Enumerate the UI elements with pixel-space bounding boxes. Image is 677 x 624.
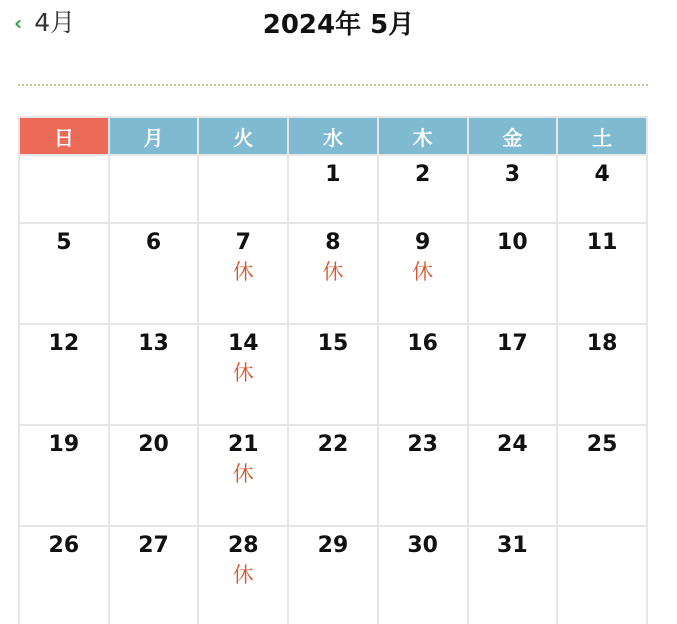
weekday-header-row: [19, 117, 647, 155]
day-cell[interactable]: [557, 155, 647, 223]
day-cell[interactable]: [557, 324, 647, 425]
day-number: 19: [48, 432, 80, 457]
day-number: 3: [504, 162, 521, 187]
weekday-mon: 月: [109, 117, 199, 155]
header-divider: [18, 84, 648, 86]
day-cell[interactable]: [19, 324, 109, 425]
day-number: 7: [235, 230, 251, 255]
day-cell[interactable]: [19, 223, 109, 324]
day-cell[interactable]: [109, 324, 199, 425]
day-number: 23: [407, 432, 438, 457]
week-row: [19, 223, 647, 324]
day-cell[interactable]: [468, 526, 558, 624]
week-row: [19, 425, 647, 526]
empty-day-cell: [109, 155, 199, 223]
week-row: [19, 324, 647, 425]
week-row: [19, 526, 647, 624]
weekday-sun: 日: [19, 117, 109, 155]
calendar-header: [0, 0, 677, 70]
week-row: [19, 155, 647, 223]
day-number: 8: [325, 230, 341, 255]
day-number: 21: [227, 432, 259, 457]
day-number: 18: [586, 331, 618, 356]
day-cell[interactable]: [198, 223, 288, 324]
weekday-thu: 木: [378, 117, 468, 155]
day-cell[interactable]: [198, 425, 288, 526]
weekday-sat: 土: [557, 117, 647, 155]
day-cell[interactable]: [378, 324, 468, 425]
day-cell[interactable]: [19, 526, 109, 624]
day-number: 16: [407, 331, 438, 356]
day-cell[interactable]: [468, 425, 558, 526]
day-number: 9: [415, 230, 431, 255]
day-cell[interactable]: [198, 526, 288, 624]
day-number: 6: [145, 230, 162, 255]
day-number: 20: [138, 432, 169, 457]
holiday-marker: 休: [232, 563, 254, 587]
day-number: 13: [138, 331, 169, 356]
calendar-body: [19, 155, 647, 624]
day-cell[interactable]: [468, 324, 558, 425]
day-number: 29: [317, 533, 349, 558]
day-cell[interactable]: [557, 223, 647, 324]
prev-month-label: 4月: [34, 8, 76, 37]
day-number: 11: [586, 230, 618, 255]
day-cell[interactable]: [288, 526, 378, 624]
day-number: 31: [497, 533, 528, 558]
day-number: 27: [138, 533, 169, 558]
day-number: 25: [586, 432, 618, 457]
holiday-marker: 休: [412, 260, 434, 284]
day-cell[interactable]: [378, 526, 468, 624]
weekday-fri: 金: [468, 117, 558, 155]
day-number: 10: [497, 230, 528, 255]
empty-day-cell: [557, 526, 647, 624]
day-cell[interactable]: [468, 223, 558, 324]
day-cell[interactable]: [288, 324, 378, 425]
day-number: 1: [325, 162, 341, 187]
holiday-marker: 休: [232, 260, 254, 284]
day-number: 2: [415, 162, 431, 187]
day-number: 24: [497, 432, 528, 457]
holiday-marker: 休: [322, 260, 344, 284]
day-cell[interactable]: [378, 223, 468, 324]
empty-day-cell: [198, 155, 288, 223]
holiday-marker: 休: [232, 361, 254, 385]
day-cell[interactable]: [288, 425, 378, 526]
day-cell[interactable]: [378, 155, 468, 223]
day-number: 30: [407, 533, 438, 558]
day-cell[interactable]: [198, 324, 288, 425]
chevron-left-icon: ‹: [14, 10, 23, 35]
day-cell[interactable]: [288, 223, 378, 324]
day-cell[interactable]: [468, 155, 558, 223]
empty-day-cell: [19, 155, 109, 223]
weekday-wed: 水: [288, 117, 378, 155]
day-number: 28: [227, 533, 259, 558]
day-number: 14: [227, 331, 259, 356]
day-cell[interactable]: [109, 425, 199, 526]
day-cell[interactable]: [378, 425, 468, 526]
day-cell[interactable]: [109, 526, 199, 624]
day-number: 26: [48, 533, 80, 558]
day-number: 15: [317, 331, 349, 356]
day-cell[interactable]: [19, 425, 109, 526]
calendar-grid: [18, 116, 648, 624]
holiday-marker: 休: [232, 462, 254, 486]
day-number: 22: [317, 432, 349, 457]
day-number: 5: [56, 230, 72, 255]
day-number: 17: [497, 331, 528, 356]
day-cell[interactable]: [288, 155, 378, 223]
month-title: 2024年 5月: [262, 10, 415, 40]
day-number: 12: [48, 331, 80, 356]
day-number: 4: [594, 162, 610, 187]
day-cell[interactable]: [109, 223, 199, 324]
day-cell[interactable]: [557, 425, 647, 526]
weekday-tue: 火: [198, 117, 288, 155]
